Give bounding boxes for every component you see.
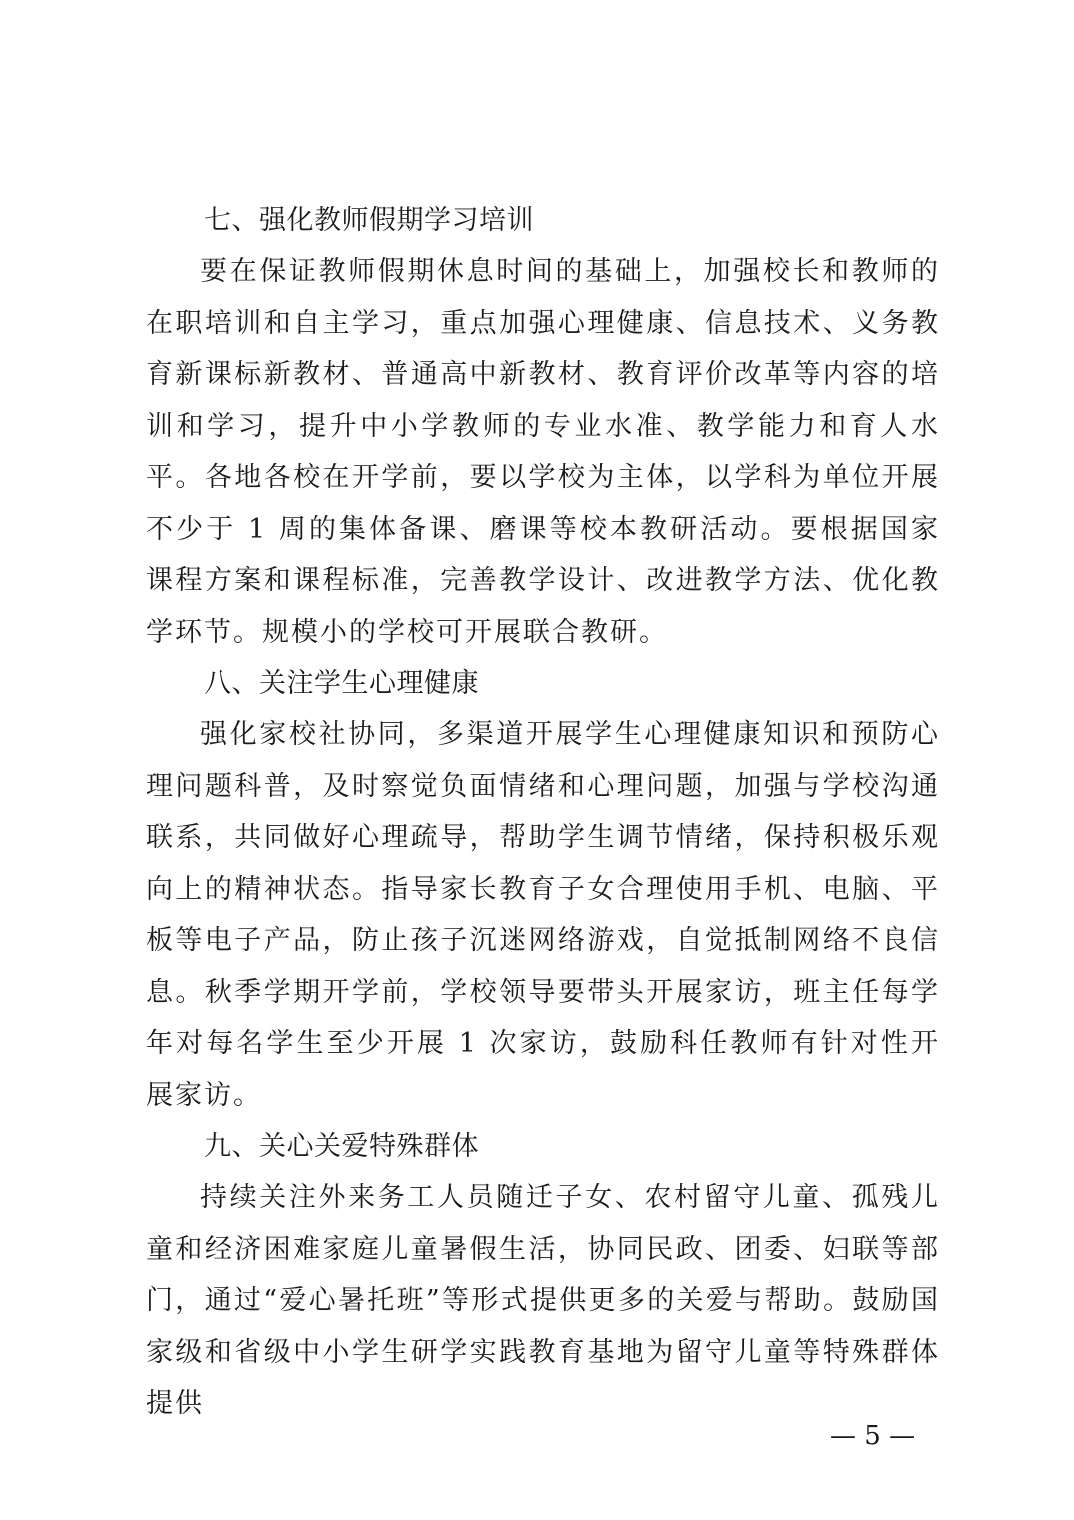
document-body <box>146 195 940 1430</box>
section-heading-8: 八、关注学生心理健康 <box>204 668 479 699</box>
page-number: — 5 — <box>830 1421 916 1451</box>
section-paragraph-7: 要在保证教师假期休息时间的基础上，加强校长和教师的在职培训和自主学习，重点加强心理健康、信息技术、义务教育新课标新教材、普通高中新教材、教育评价改革等内容的培训和学习，提升中小学教师的专业水准、教学能力和育人水平。各地各校在开学前，要以学校为主体，以学科为单位开展不少于 1 周的集体备课、磨课等校本教研活动。要根据国家课程方案和课程标准，完善教学设计、改进教学方法、优化教学环节。规模小的学校可开展联合教研。 <box>146 256 940 648</box>
section-paragraph-8: 强化家校社协同，多渠道开展学生心理健康知识和预防心理问题科普，及时察觉负面情绪和心理问题，加强与学校沟通联系，共同做好心理疏导，帮助学生调节情绪，保持积极乐观向上的精神状态。指导家长教育子女合理使用手机、电脑、平板等电子产品，防止孩子沉迷网络游戏，自觉抵制网络不良信息。秋季学期开学前，学校领导要带头开展家访，班主任每学年对每名学生至少开展 1 次家访，鼓励科任教师有针对性开展家访。 <box>146 719 940 1111</box>
section-heading-7: 七、强化教师假期学习培训 <box>204 205 534 236</box>
section-paragraph-9: 持续关注外来务工人员随迁子女、农村留守儿童、孤残儿童和经济困难家庭儿童暑假生活，协同民政、团委、妇联等部门，通过“爱心暑托班”等形式提供更多的关爱与帮助。鼓励国家级和省级中小学生研学实践教育基地为留守儿童等特殊群体提供 <box>146 1182 940 1419</box>
section-heading-9: 九、关心关爱特殊群体 <box>204 1131 479 1162</box>
